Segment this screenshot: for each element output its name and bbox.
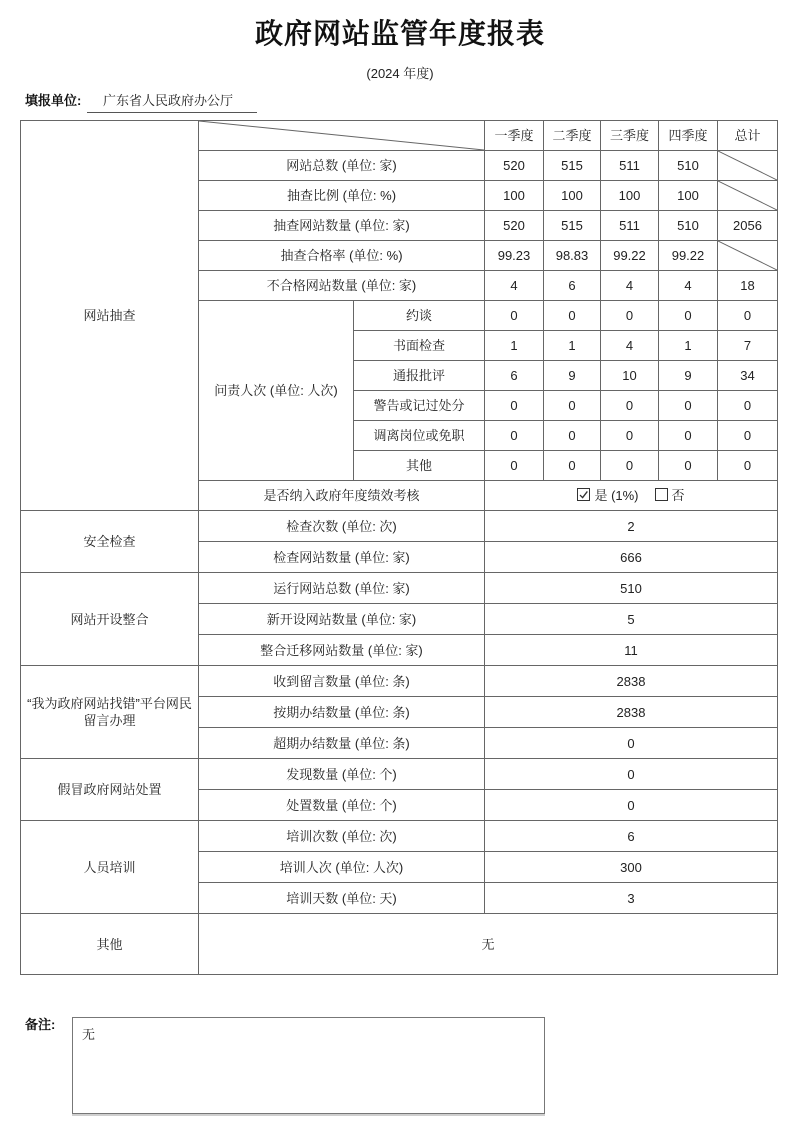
row-label: 抽查比例 (单位: %) <box>199 181 485 211</box>
row-label: 检查网站数量 (单位: 家) <box>199 542 485 573</box>
row-label: 按期办结数量 (单位: 条) <box>199 697 485 728</box>
table-row <box>21 666 778 697</box>
cell-value: 4 <box>601 271 659 301</box>
cell-value: 300 <box>485 852 778 883</box>
sub-label: 约谈 <box>354 301 485 331</box>
cell-value: 511 <box>601 151 659 181</box>
cell-value: 0 <box>659 301 718 331</box>
cell-value: 100 <box>659 181 718 211</box>
table-row <box>21 821 778 852</box>
cell-value: 0 <box>659 451 718 481</box>
cell-value: 4 <box>485 271 544 301</box>
cell-value: 0 <box>544 451 601 481</box>
diagonal-line-icon <box>718 241 777 270</box>
cell-value: 0 <box>544 421 601 451</box>
perf-yes-label: 是 (1%) <box>594 488 639 503</box>
row-label: 新开设网站数量 (单位: 家) <box>199 604 485 635</box>
diagonal-cell <box>718 151 778 181</box>
cell-value: 0 <box>485 728 778 759</box>
checkbox-yes-checked[interactable] <box>577 488 590 501</box>
row-label: 是否纳入政府年度绩效考核 <box>199 481 485 511</box>
sub-label: 警告或记过处分 <box>354 391 485 421</box>
cell-value: 0 <box>485 759 778 790</box>
table-row <box>21 759 778 790</box>
cell-value: 100 <box>544 181 601 211</box>
reporting-unit-value: 广东省人民政府办公厅 <box>87 92 257 113</box>
row-label: 网站总数 (单位: 家) <box>199 151 485 181</box>
row-label: 运行网站总数 (单位: 家) <box>199 573 485 604</box>
row-label: 检查次数 (单位: 次) <box>199 511 485 542</box>
sub-label: 书面检查 <box>354 331 485 361</box>
diagonal-line-icon <box>718 151 777 180</box>
cell-value: 510 <box>485 573 778 604</box>
cell-value: 10 <box>601 361 659 391</box>
cell-total: 18 <box>718 271 778 301</box>
cell-value: 5 <box>485 604 778 635</box>
cell-value: 1 <box>544 331 601 361</box>
diagonal-cell <box>718 181 778 211</box>
cell-value: 0 <box>485 301 544 331</box>
cell-total: 0 <box>718 421 778 451</box>
perf-no-label: 否 <box>671 488 685 503</box>
cell-value: 98.83 <box>544 241 601 271</box>
remark-textarea[interactable]: 无 <box>72 1017 545 1114</box>
cell-value: 0 <box>659 421 718 451</box>
row-label: 抽查网站数量 (单位: 家) <box>199 211 485 241</box>
sub-label: 通报批评 <box>354 361 485 391</box>
perf-appraisal-cell <box>485 481 778 511</box>
cell-value: 2 <box>485 511 778 542</box>
cell-value: 9 <box>659 361 718 391</box>
diagonal-line-icon <box>718 181 777 210</box>
diagonal-cell <box>718 241 778 271</box>
cell-value: 0 <box>659 391 718 421</box>
cell-value: 1 <box>485 331 544 361</box>
page-title: 政府网站监管年度报表 <box>254 18 545 49</box>
cell-value: 0 <box>485 421 544 451</box>
diagonal-header-cell <box>199 121 485 151</box>
cell-total: 0 <box>718 451 778 481</box>
cell-value: 0 <box>485 451 544 481</box>
diagonal-line-icon <box>199 121 484 150</box>
cell-value: 0 <box>544 301 601 331</box>
cell-value: 100 <box>485 181 544 211</box>
group-opening: 网站开设整合 <box>21 573 199 666</box>
reporting-unit-label: 填报单位: <box>25 93 82 108</box>
cell-value: 0 <box>601 301 659 331</box>
cell-value: 99.22 <box>659 241 718 271</box>
row-label: 抽查合格率 (单位: %) <box>199 241 485 271</box>
cell-value: 0 <box>601 451 659 481</box>
cell-value: 6 <box>544 271 601 301</box>
cell-value: 510 <box>659 211 718 241</box>
cell-value: 0 <box>544 391 601 421</box>
cell-total: 0 <box>718 391 778 421</box>
row-label: 超期办结数量 (单位: 条) <box>199 728 485 759</box>
row-label: 培训人次 (单位: 人次) <box>199 852 485 883</box>
col-header-total: 总计 <box>718 121 778 151</box>
cell-value: 511 <box>601 211 659 241</box>
cell-value: 11 <box>485 635 778 666</box>
table-row <box>21 121 778 151</box>
cell-value: 510 <box>659 151 718 181</box>
sub-label: 其他 <box>354 451 485 481</box>
cell-value: 3 <box>485 883 778 914</box>
check-icon <box>578 489 589 500</box>
cell-value: 9 <box>544 361 601 391</box>
row-label: 发现数量 (单位: 个) <box>199 759 485 790</box>
group-feedback: “我为政府网站找错”平台网民留言办理 <box>21 666 199 759</box>
cell-value: 2838 <box>485 666 778 697</box>
cell-value: 6 <box>485 821 778 852</box>
sub-label: 调离岗位或免职 <box>354 421 485 451</box>
group-fake: 假冒政府网站处置 <box>21 759 199 821</box>
table-row <box>21 914 778 975</box>
row-label: 整合迁移网站数量 (单位: 家) <box>199 635 485 666</box>
table-row <box>21 573 778 604</box>
group-spotcheck: 网站抽查 <box>21 121 199 511</box>
reporting-unit-line <box>25 92 257 113</box>
cell-total: 2056 <box>718 211 778 241</box>
cell-value: 520 <box>485 211 544 241</box>
cell-value: 4 <box>659 271 718 301</box>
cell-value: 99.22 <box>601 241 659 271</box>
col-header-q1: 一季度 <box>485 121 544 151</box>
cell-value: 666 <box>485 542 778 573</box>
cell-value: 0 <box>601 421 659 451</box>
cell-value: 100 <box>601 181 659 211</box>
cell-value: 515 <box>544 211 601 241</box>
row-label: 处置数量 (单位: 个) <box>199 790 485 821</box>
col-header-q4: 四季度 <box>659 121 718 151</box>
col-header-q3: 三季度 <box>601 121 659 151</box>
cell-value: 0 <box>485 790 778 821</box>
cell-value: 4 <box>601 331 659 361</box>
table-row <box>21 511 778 542</box>
row-label: 不合格网站数量 (单位: 家) <box>199 271 485 301</box>
cell-value: 520 <box>485 151 544 181</box>
cell-value: 515 <box>544 151 601 181</box>
cell-value: 2838 <box>485 697 778 728</box>
group-security: 安全检查 <box>21 511 199 573</box>
other-value-cell: 无 <box>199 914 778 975</box>
cell-value: 1 <box>659 331 718 361</box>
remark-label: 备注: <box>25 1017 56 1032</box>
accountability-label: 问责人次 (单位: 人次) <box>199 301 354 481</box>
cell-value: 99.23 <box>485 241 544 271</box>
cell-total: 0 <box>718 301 778 331</box>
cell-total: 34 <box>718 361 778 391</box>
cell-value: 6 <box>485 361 544 391</box>
cell-value: 0 <box>601 391 659 421</box>
checkbox-no-unchecked[interactable] <box>655 488 668 501</box>
cell-total: 7 <box>718 331 778 361</box>
row-label: 培训次数 (单位: 次) <box>199 821 485 852</box>
group-training: 人员培训 <box>21 821 199 914</box>
cell-value: 0 <box>485 391 544 421</box>
col-header-q2: 二季度 <box>544 121 601 151</box>
row-label: 培训天数 (单位: 天) <box>199 883 485 914</box>
page-subtitle: (2024 年度) <box>366 66 434 81</box>
row-label: 收到留言数量 (单位: 条) <box>199 666 485 697</box>
group-other: 其他 <box>21 914 199 975</box>
report-table <box>20 120 778 975</box>
